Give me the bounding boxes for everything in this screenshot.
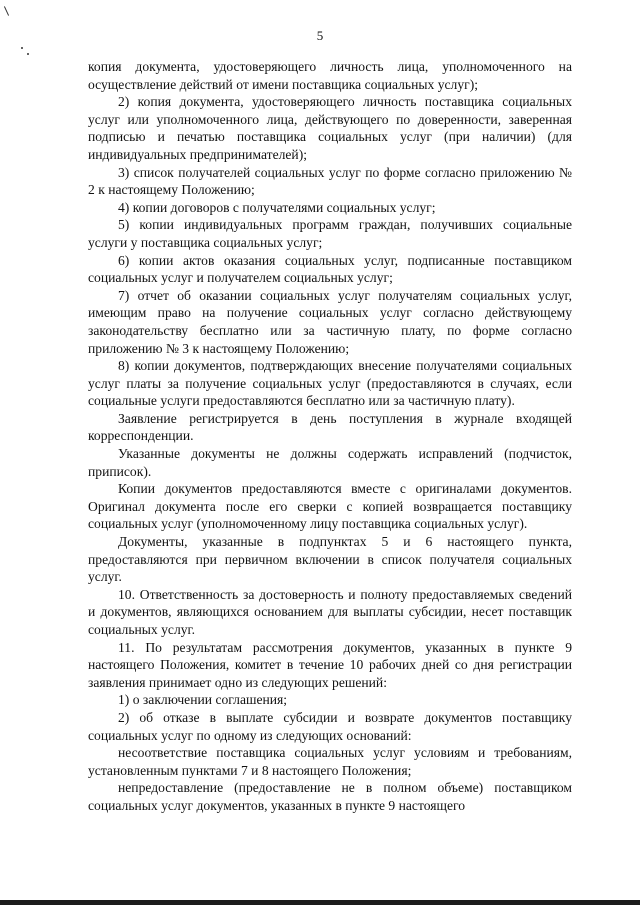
paragraph: 1) о заключении соглашения; bbox=[118, 692, 288, 708]
paragraph: Документы, указанные в подпунктах 5 и 6 настоящего пункта, предоставляются при первичном включении в список получателя социальных услуг. bbox=[88, 534, 572, 585]
paragraph: 5) копии индивидуальных программ граждан, получивших социальные услуги у поставщика социальных услуг; bbox=[88, 217, 572, 250]
paragraph: непредоставление (предоставление не в полном объеме) поставщиком социальных услуг документов, указанных в пункте 9 настоящего bbox=[88, 780, 572, 813]
page-number: 5 bbox=[316, 28, 324, 43]
scan-speck bbox=[21, 47, 23, 49]
paragraph: 2) об отказе в выплате субсидии и возврате документов поставщику социальных услуг по одному из следующих оснований: bbox=[88, 709, 572, 743]
paragraph: 2) копия документа, удостоверяющего личность поставщика социальных услуг или уполномоченного лица, действующего по доверенности, заверенная подписью и печатью поставщика социальных услуг (при наличии) (для индивидуальных предпринимателей); bbox=[88, 94, 572, 162]
paragraph: 7) отчет об оказании социальных услуг получателям социальных услуг, имеющим право на получение социальных услуг согласно действующему законодательству бесплатно или за частичную плату, по форме согласно приложению № 3 к настоящему Положению; bbox=[88, 287, 572, 356]
paragraph: Заявление регистрируется в день поступления в журнале входящей корреспонденции. bbox=[88, 410, 572, 444]
paragraph: 11. По результатам рассмотрения документов, указанных в пункте 9 настоящего Положения, комитет в течение 10 рабочих дней со дня регистрации заявления принимает одно из следующих решений: bbox=[88, 639, 572, 690]
paragraph: Указанные документы не должны содержать исправлений (подчисток, приписок). bbox=[88, 446, 572, 479]
paragraph: 4) копии договоров с получателями социальных услуг; bbox=[118, 199, 436, 215]
paragraph: несоответствие поставщика социальных услуг условиям и требованиям, установленным пунктами 7 и 8 настоящего Положения; bbox=[88, 745, 572, 778]
scan-speck bbox=[4, 6, 9, 15]
paragraph: копия документа, удостоверяющего личность лица, уполномоченного на осуществление действий от имени поставщика социальных услуг); bbox=[88, 59, 572, 92]
paragraph: 10. Ответственность за достоверность и полноту предоставляемых сведений и документов, являющихся основанием для выплаты субсидии, несет поставщик социальных услуг. bbox=[88, 586, 572, 637]
scan-bottom-edge bbox=[0, 900, 640, 905]
scan-speck bbox=[27, 53, 29, 55]
paragraph: 8) копии документов, подтверждающих внесение получателями социальных услуг платы за получение социальных услуг (предоставляются в случаях, если социальные услуги предоставляются бесплатно или за частичную плату). bbox=[88, 358, 572, 409]
paragraph: 6) копии актов оказания социальных услуг, подписанные поставщиком социальных услуг и получателем социальных услуг; bbox=[88, 252, 572, 286]
paragraph: Копии документов предоставляются вместе с оригиналами документов. Оригинал документа после его сверки с копией возвращается поставщику социальных услуг (уполномоченному лицу поставщика социальных услуг). bbox=[88, 481, 572, 532]
paragraph: 3) список получателей социальных услуг по форме согласно приложению № 2 к настоящему Положению; bbox=[88, 164, 572, 198]
document-body bbox=[88, 58, 572, 815]
